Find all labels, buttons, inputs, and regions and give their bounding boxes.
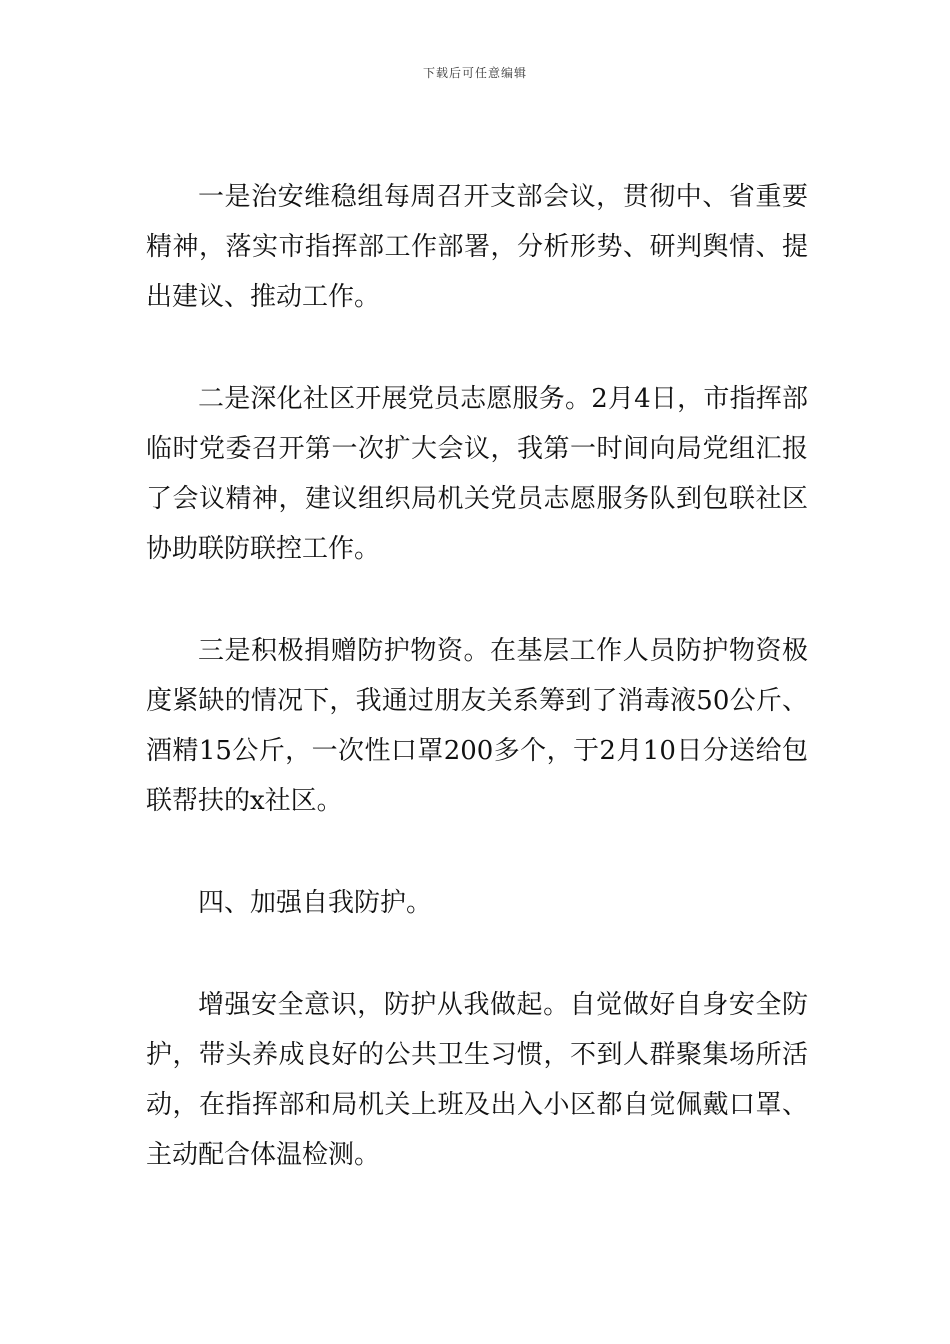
- section-heading: 四、加强自我防护。: [198, 888, 433, 918]
- paragraph-4: 增强安全意识，防护从我做起。自觉做好自身安全防护，带头养成良好的公共卫生习惯，不到人群聚集场所活动，在指挥部和局机关上班及出入小区都自觉佩戴口罩、主动配合体温检测。: [146, 990, 808, 1170]
- paragraph-2: 二是深化社区开展党员志愿服务。2月4日，市指挥部临时党委召开第一次扩大会议，我第一时间向局党组汇报了会议精神，建议组织局机关党员志愿服务队到包联社区协助联防联控工作。: [146, 384, 808, 564]
- paragraph-1: 一是治安维稳组每周召开支部会议，贯彻中、省重要精神，落实市指挥部工作部署，分析形势、研判舆情、提出建议、推动工作。: [146, 182, 808, 312]
- page-header-note: 下载后可任意编辑: [422, 66, 527, 80]
- document-body: [146, 172, 808, 1232]
- paragraph-3: 三是积极捐赠防护物资。在基层工作人员防护物资极度紧缺的情况下，我通过朋友关系筹到了消毒液50公斤、酒精15公斤，一次性口罩200多个，于2月10日分送给包联帮扶的x社区。: [146, 636, 808, 816]
